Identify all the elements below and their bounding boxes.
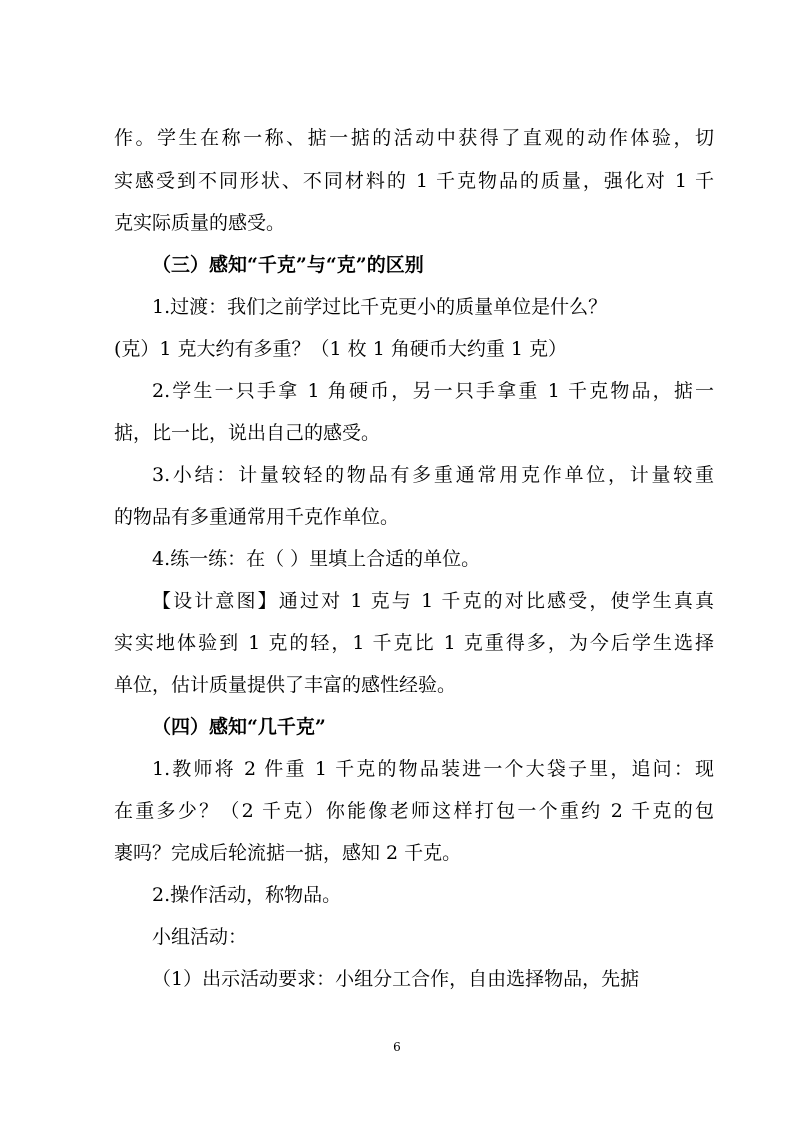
text-line: 作。学生在称一称、掂一掂的活动中获得了直观的动作体验，切	[114, 127, 714, 149]
text-line: 小组活动：	[152, 926, 248, 948]
text-line: 2.操作活动，称物品。	[152, 884, 342, 906]
section-heading: （三）感知“千克”与“克”的区别	[152, 254, 424, 276]
text-line: 实实地体验到 1 克的轻，1 千克比 1 克重得多，为今后学生选择	[114, 632, 714, 654]
text-line: 克实际质量的感受。	[114, 212, 286, 234]
text-line: 【设计意图】通过对 1 克与 1 千克的对比感受，使学生真真	[152, 590, 714, 612]
page-number: 6	[393, 1040, 401, 1054]
text-line: 掂，比一比，说出自己的感受。	[114, 422, 381, 444]
text-line: 单位，估计质量提供了丰富的感性经验。	[114, 674, 457, 696]
text-line: 3.小结：计量较轻的物品有多重通常用克作单位，计量较重	[152, 464, 714, 486]
text-line: 的物品有多重通常用千克作单位。	[114, 506, 400, 528]
text-line: 在重多少？（2 千克）你能像老师这样打包一个重约 2 千克的包	[114, 800, 714, 822]
text-line: 实感受到不同形状、不同材料的 1 千克物品的质量，强化对 1 千	[114, 170, 714, 192]
text-line: (克）1 克大约有多重？（1 枚 1 角硬币大约重 1 克）	[114, 338, 568, 360]
text-line: 裹吗？完成后轮流掂一掂，感知 2 千克。	[114, 842, 462, 864]
text-line: 2.学生一只手拿 1 角硬币，另一只手拿重 1 千克物品，掂一	[152, 380, 714, 402]
text-line: 4.练一练：在（ ）里填上合适的单位。	[152, 548, 481, 570]
text-line: 1.过渡：我们之前学过比千克更小的质量单位是什么？	[152, 296, 608, 318]
text-line: 1.教师将 2 件重 1 千克的物品装进一个大袋子里，追问：现	[152, 758, 714, 780]
text-line: （1）出示活动要求：小组分工合作，自由选择物品，先掂	[152, 968, 640, 990]
section-heading: （四）感知“几千克”	[152, 716, 326, 738]
